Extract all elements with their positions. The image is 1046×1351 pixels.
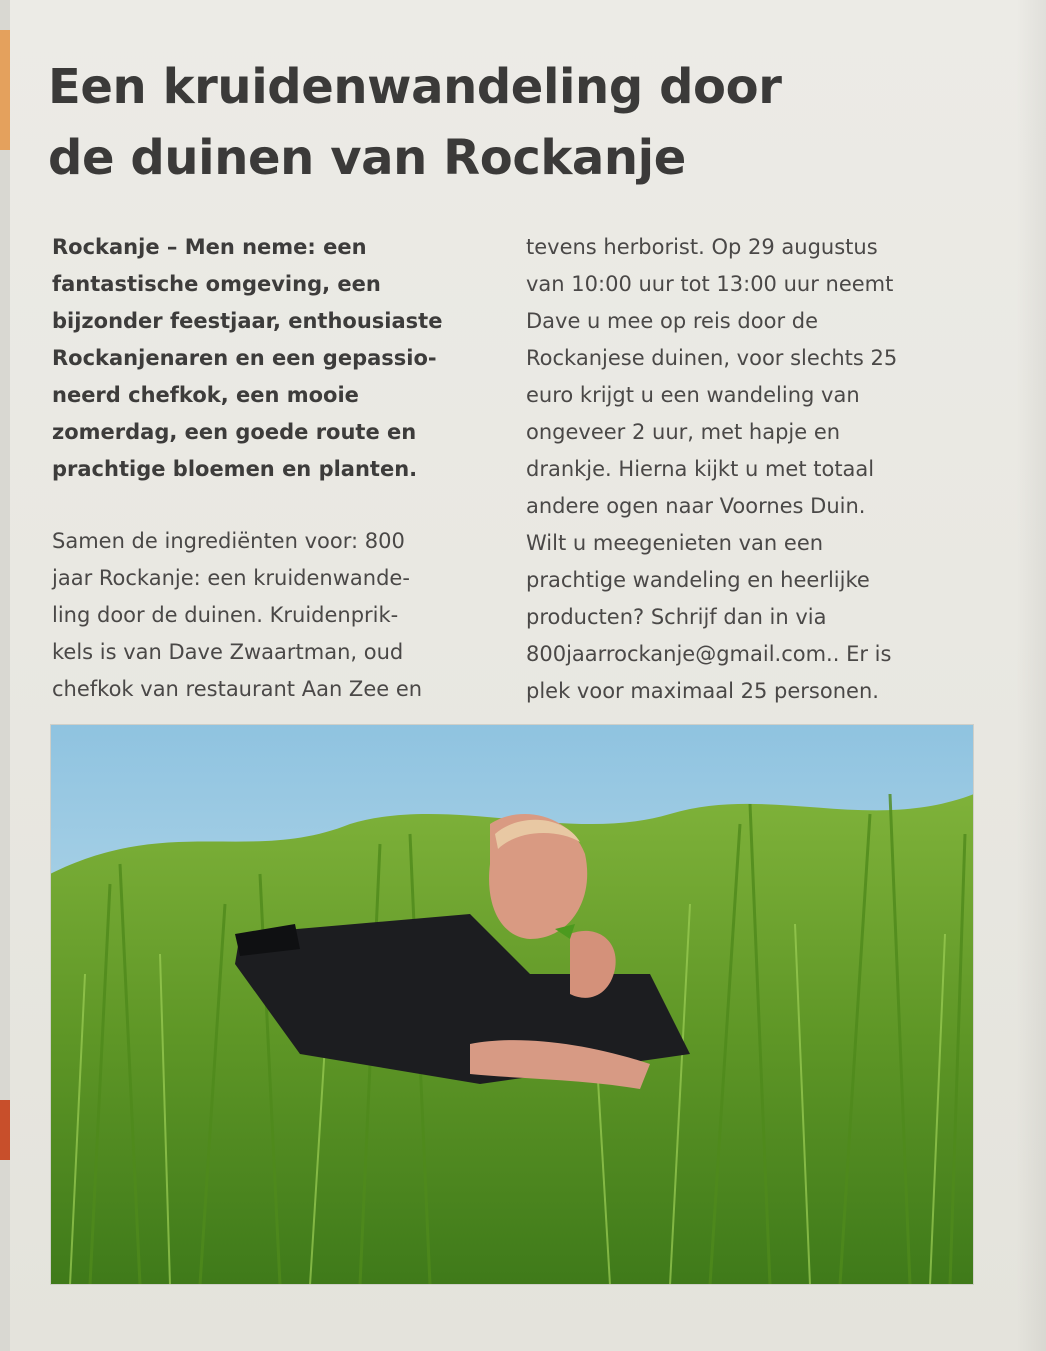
body-line: van 10:00 uur tot 13:00 uur neemt <box>526 272 894 296</box>
body-line: ongeveer 2 uur, met hapje en <box>526 420 841 444</box>
article-column-left <box>52 229 512 708</box>
lead-line: neerd chefkok, een mooie <box>52 383 359 407</box>
article-lead <box>52 229 512 488</box>
body-line: producten? Schrijf dan in via <box>526 605 827 629</box>
body-line: euro krijgt u een wandeling van <box>526 383 860 407</box>
body-line: kels is van Dave Zwaartman, oud <box>52 640 404 664</box>
headline-line: Een kruidenwandeling door <box>48 59 782 115</box>
lead-line: zomerdag, een goede route en <box>52 420 417 444</box>
lead-line: fantastische omgeving, een <box>52 272 381 296</box>
article-body-right <box>526 229 996 710</box>
body-line: plek voor maximaal 25 personen. <box>526 679 879 703</box>
body-line: Samen de ingrediënten voor: 800 <box>52 529 405 553</box>
adjacent-column-red-strip <box>0 1100 10 1160</box>
lead-line: bijzonder feestjaar, enthousiaste <box>52 309 443 333</box>
photo-man-lying-in-grass <box>50 724 974 1285</box>
email-address-line: 800jaarrockanje@gmail.com.. Er is <box>526 642 892 666</box>
article-body-left <box>52 523 512 708</box>
page-shadow <box>1016 0 1046 1351</box>
paragraph-gap <box>52 488 512 523</box>
body-line: Rockanjese duinen, voor slechts 25 <box>526 346 898 370</box>
body-line: tevens herborist. Op 29 augustus <box>526 235 878 259</box>
lead-line: prachtige bloemen en planten. <box>52 457 418 481</box>
headline-line: de duinen van Rockanje <box>48 130 686 186</box>
body-line: andere ogen naar Voornes Duin. <box>526 494 866 518</box>
body-line: Dave u mee op reis door de <box>526 309 819 333</box>
article-column-right <box>526 229 996 710</box>
body-line: ling door de duinen. Kruidenprik- <box>52 603 399 627</box>
body-line: Wilt u meegenieten van een <box>526 531 824 555</box>
body-line: prachtige wandeling en heerlijke <box>526 568 870 592</box>
lead-line: Rockanjenaren en een gepassio- <box>52 346 437 370</box>
article-headline <box>48 52 968 194</box>
body-line: chefkok van restaurant Aan Zee en <box>52 677 423 701</box>
article-photo <box>50 724 974 1285</box>
body-line: drankje. Hierna kijkt u met totaal <box>526 457 875 481</box>
lead-line: Rockanje – Men neme: een <box>52 235 367 259</box>
body-line: jaar Rockanje: een kruidenwande- <box>52 566 410 590</box>
adjacent-column-orange-strip <box>0 30 10 150</box>
